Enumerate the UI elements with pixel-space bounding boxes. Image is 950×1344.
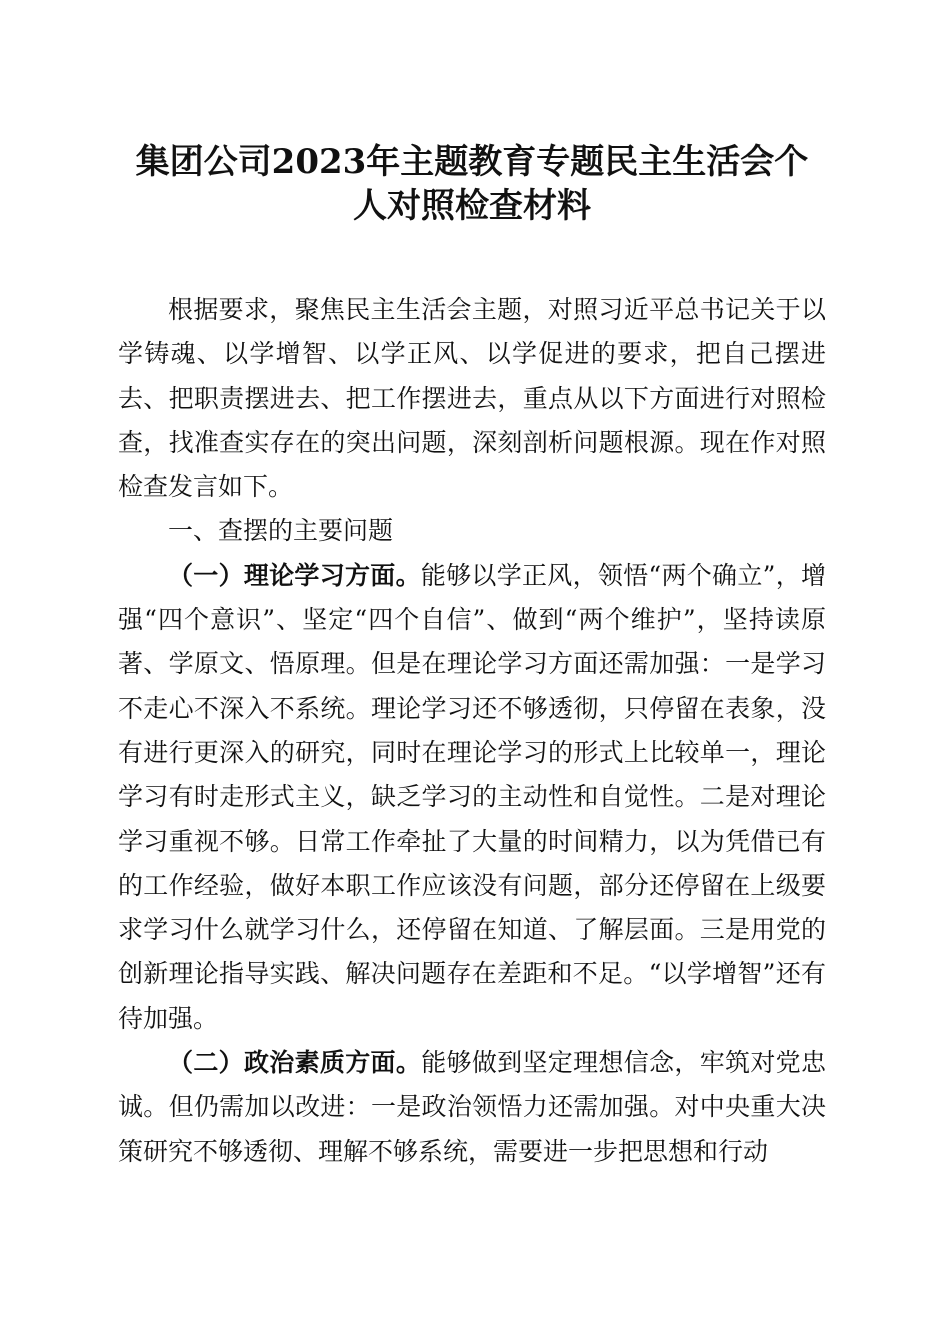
item-2-lead: （二）政治素质方面。 xyxy=(168,1048,422,1078)
item-2-paragraph xyxy=(118,1041,826,1174)
document-title xyxy=(118,140,826,228)
intro-paragraph: 根据要求，聚焦民主生活会主题，对照习近平总书记关于以学铸魂、以学增智、以学正风、以学促进的要求，把自己摆进去、把职责摆进去、把工作摆进去，重点从以下方面进行对照检查，找准查实存在的突出问题，深刻剖析问题根源。现在作对照检查发言如下。 xyxy=(118,295,826,502)
document-body xyxy=(118,288,826,1174)
item-1-paragraph xyxy=(118,554,826,1041)
document-page xyxy=(118,140,826,1174)
item-1-lead: （一）理论学习方面。 xyxy=(168,560,421,590)
title-line-1: 集团公司2023年主题教育专题民主生活会个 xyxy=(135,142,809,182)
title-line-2: 人对照检查材料 xyxy=(353,186,591,226)
item-1-text: 能够以学正风，领悟“两个确立”，增强“四个意识”、坚定“四个自信”、做到“两个维护”，坚持读原著、学原文、悟原理。但是在理论学习方面还需加强：一是学习不走心不深入不系统。理论学习还不够透彻，只停留在表象，没有进行更深入的研究，同时在理论学习的形式上比较单一，理论学习有时走形式主义，缺乏学习的主动性和自觉性。二是对理论学习重视不够。日常工作牵扯了大量的时间精力，以为凭借已有的工作经验，做好本职工作应该没有问题，部分还停留在上级要求学习什么就学习什么，还停留在知道、了解层面。三是用党的创新理论指导实践、解决问题存在差距和不足。“以学增智”还有待加强。 xyxy=(118,560,826,1033)
item-2-text: 能够做到坚定理想信念，牢筑对党忠诚。但仍需加以改进：一是政治领悟力还需加强。对中央重大决策研究不够透彻、理解不够系统，需要进一步把思想和行动 xyxy=(118,1048,826,1166)
section-heading-1: 一、查摆的主要问题 xyxy=(168,516,394,546)
